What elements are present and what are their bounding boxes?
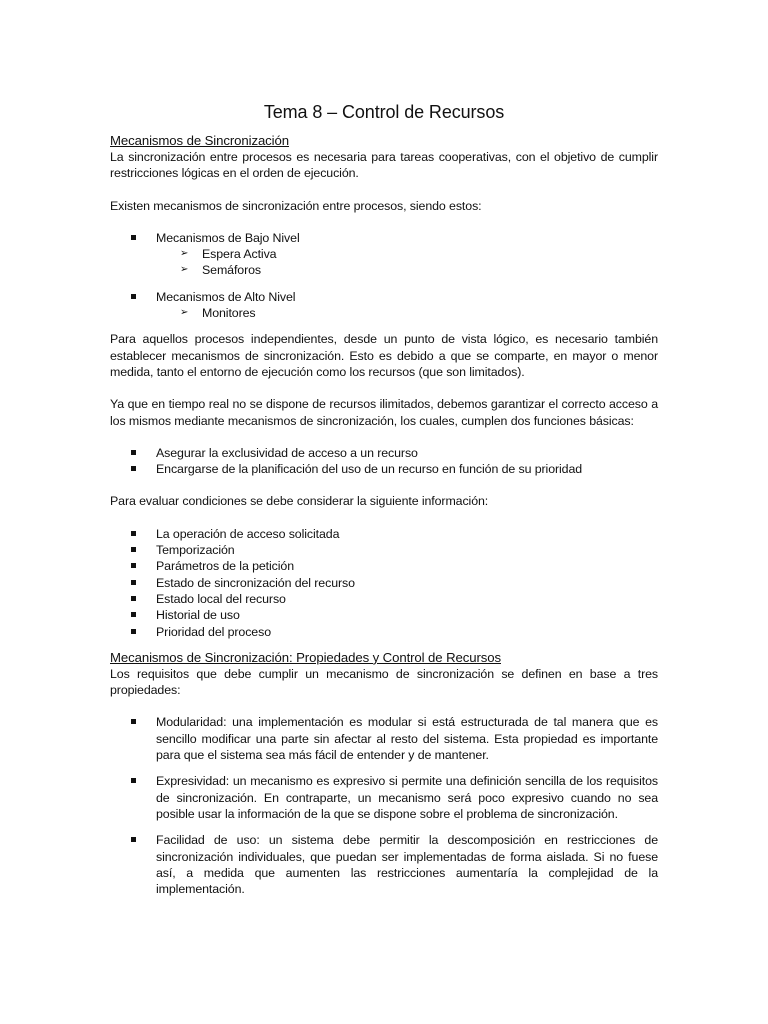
- list-item-facilidad-de-uso: [110, 832, 658, 897]
- list-item: [110, 558, 658, 574]
- paragraph-evaluar: Para evaluar condiciones se debe considerar la siguiente información:: [110, 494, 489, 509]
- section-heading-propiedades: Mecanismos de Sincronización: Propiedades y Control de Recursos: [110, 649, 501, 665]
- list-item-label: Parámetros de la petición: [156, 559, 295, 574]
- sublist-bajo-nivel: [110, 246, 658, 279]
- list-item-label: Estado local del recurso: [156, 591, 286, 606]
- square-bullet-icon: [131, 719, 136, 724]
- square-bullet-icon: [131, 837, 136, 842]
- square-bullet-icon: [131, 563, 136, 568]
- list-item-modularidad: [110, 714, 658, 763]
- arrow-bullet-icon: ➢: [180, 264, 189, 276]
- list-item-label: Mecanismos de Bajo Nivel: [156, 230, 300, 245]
- list-item-label: Prioridad del proceso: [156, 624, 271, 639]
- sub-list-item-label: Monitores: [202, 306, 256, 321]
- property-term: Modularidad:: [156, 715, 227, 730]
- list-item-label: La operación de acceso solicitada: [156, 526, 340, 541]
- square-bullet-icon: [131, 629, 136, 634]
- square-bullet-icon: [131, 580, 136, 585]
- list-item-label: Estado de sincronización del recurso: [156, 575, 355, 590]
- list-item-label: Encargarse de la planificación del uso de un recurso en función de su prioridad: [156, 462, 583, 477]
- list-item: [110, 575, 658, 591]
- list-item-label: Temporización: [156, 543, 235, 558]
- list-item: [110, 526, 658, 542]
- square-bullet-icon: [131, 466, 136, 471]
- list-item: [110, 445, 658, 461]
- square-bullet-icon: [131, 612, 136, 617]
- list-propiedades: [110, 714, 658, 897]
- document-title: Tema 8 – Control de Recursos: [263, 102, 505, 122]
- list-item-label: Historial de uso: [156, 608, 240, 623]
- arrow-bullet-icon: ➢: [180, 248, 189, 260]
- paragraph-ya-que: Ya que en tiempo real no se dispone de recursos ilimitados, debemos garantizar el correcto acceso a los mismos mediante mecanismos de sincronización, los cuales, cumplen dos funciones básicas:: [110, 397, 658, 428]
- list-informacion: [110, 526, 658, 640]
- list-item-label: Asegurar la exclusividad de acceso a un recurso: [156, 445, 418, 460]
- sub-list-item: [110, 305, 658, 321]
- list-funciones: [110, 445, 658, 478]
- square-bullet-icon: [131, 294, 136, 299]
- sub-list-item: [110, 262, 658, 278]
- square-bullet-icon: [131, 450, 136, 455]
- paragraph-existen: Existen mecanismos de sincronización entre procesos, siendo estos:: [110, 198, 482, 213]
- square-bullet-icon: [131, 778, 136, 783]
- list-item: [110, 542, 658, 558]
- sub-list-item-label: Semáforos: [202, 263, 262, 278]
- square-bullet-icon: [131, 531, 136, 536]
- list-item: [110, 289, 658, 305]
- list-item: [110, 624, 658, 640]
- square-bullet-icon: [131, 235, 136, 240]
- list-item: [110, 230, 658, 246]
- sub-list-item: [110, 246, 658, 262]
- sublist-alto-nivel: [110, 305, 658, 321]
- arrow-bullet-icon: ➢: [180, 307, 189, 319]
- list-alto-nivel: [110, 289, 658, 305]
- square-bullet-icon: [131, 547, 136, 552]
- paragraph-requisitos: Los requisitos que debe cumplir un mecanismo de sincronización se definen en base a tres propiedades:: [110, 666, 658, 698]
- property-term: Facilidad de uso:: [156, 833, 260, 848]
- sub-list-item-label: Espera Activa: [202, 247, 277, 262]
- list-item-expresividad: [110, 773, 658, 822]
- property-text: una implementación es modular si está estructurada de tal manera que es sencillo modificar una parte sin afectar al resto del sistema. Esta propiedad es importante para que el sistema sea más fácil de entender y de mantener.: [156, 715, 658, 763]
- square-bullet-icon: [131, 596, 136, 601]
- property-text: un mecanismo es expresivo si permite una definición sencilla de los requisitos de sincronización. En contraparte, un mecanismo será poco expresivo cuando no sea posible usar la información de la que se dispone sobre el problema de sincronización.: [156, 774, 658, 821]
- list-item: [110, 461, 658, 477]
- document-page: [110, 100, 658, 897]
- list-item: [110, 591, 658, 607]
- paragraph-para-aquellos: Para aquellos procesos independientes, desde un punto de vista lógico, es necesario también establecer mecanismos de sincronización. Esto es debido a que se comparte, en mayor o menor medida, tanto el entorno de ejecución como los recursos (que son limitados).: [110, 332, 658, 379]
- list-item-label: Mecanismos de Alto Nivel: [156, 289, 296, 304]
- property-term: Expresividad:: [156, 774, 230, 789]
- list-bajo-nivel: [110, 230, 658, 246]
- list-item: [110, 607, 658, 623]
- section-heading-sincronizacion: Mecanismos de Sincronización: [110, 133, 289, 148]
- property-text: un sistema debe permitir la descomposición en restricciones de sincronización individuales, que puedan ser implementadas de forma aislada. Si no fuese así, a medida que aumenten las restricciones aumentaría la complejidad de la implementación.: [156, 833, 658, 897]
- paragraph-intro: La sincronización entre procesos es necesaria para tareas cooperativas, con el objetivo de cumplir restricciones lógicas en el orden de ejecución.: [110, 150, 658, 181]
